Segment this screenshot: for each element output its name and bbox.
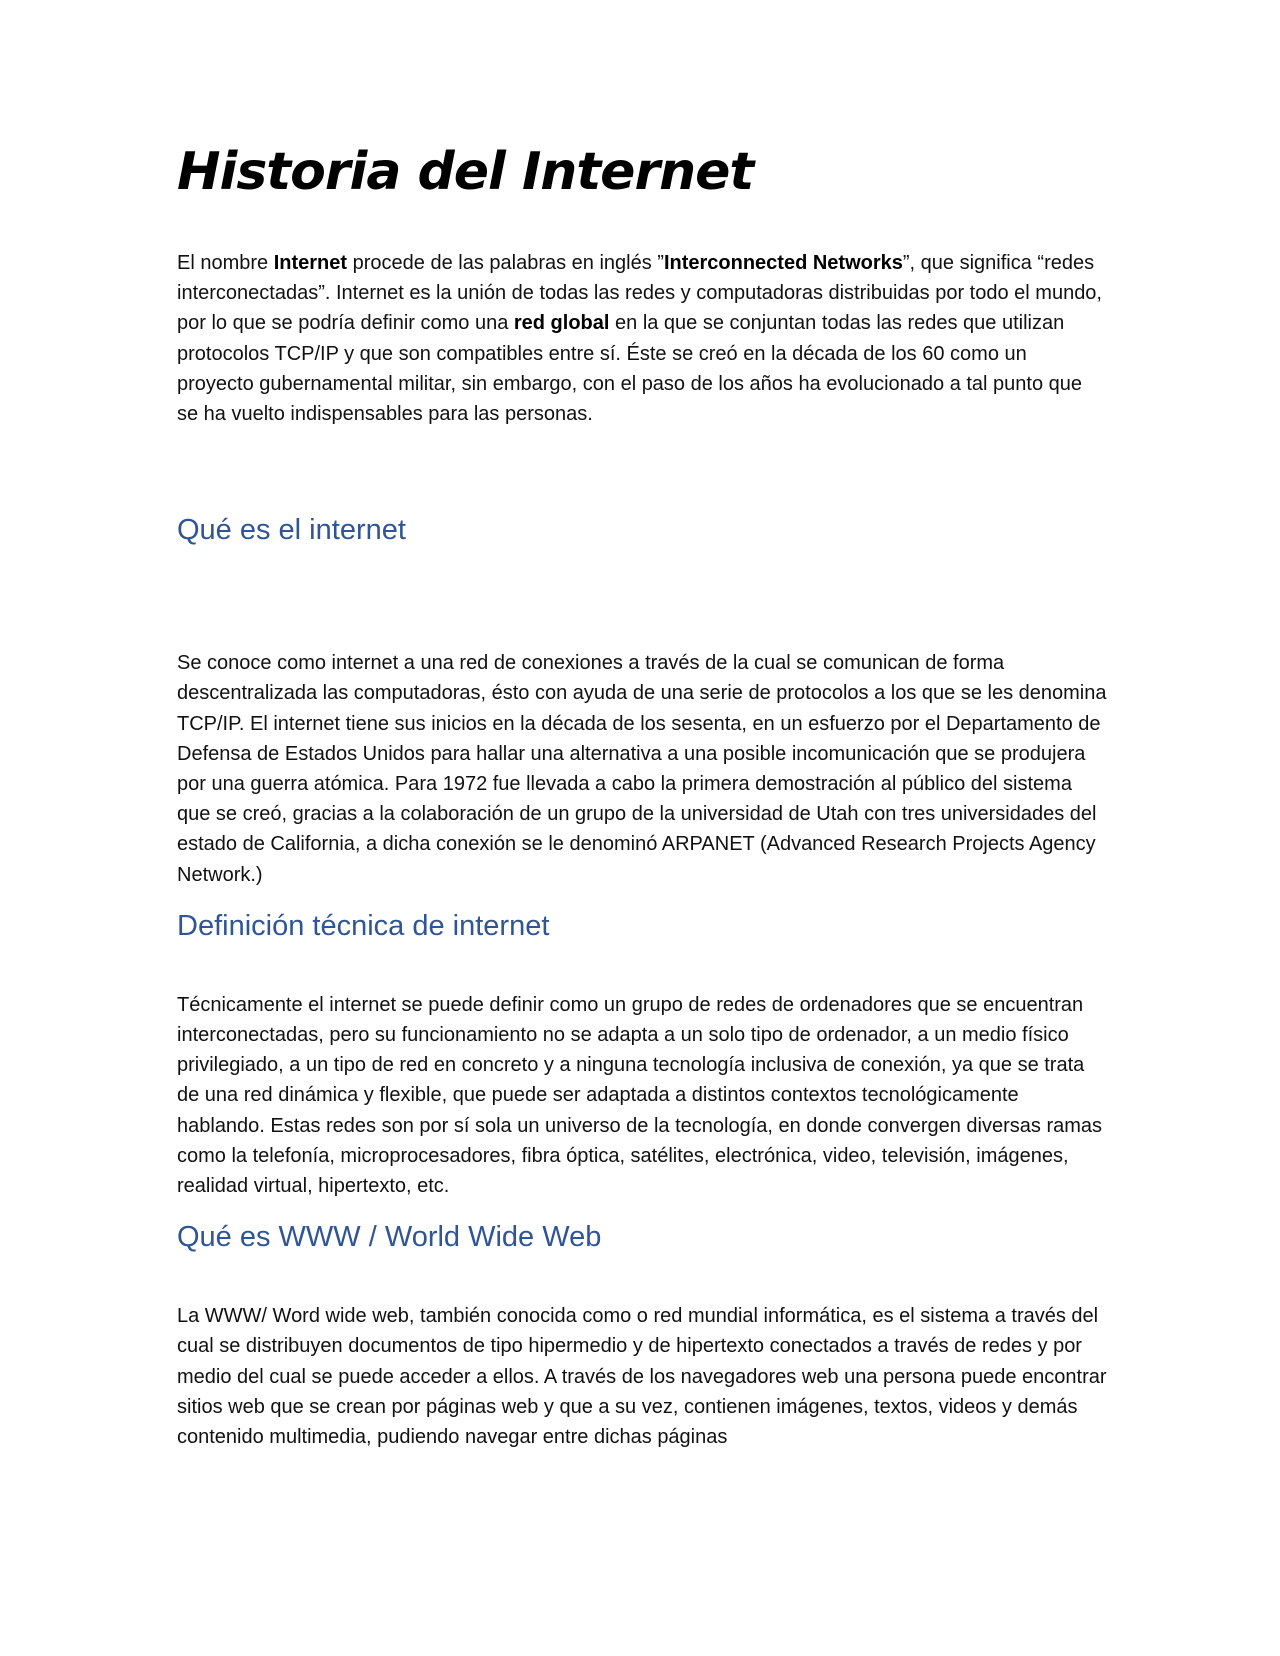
section-heading-www: Qué es WWW / World Wide Web <box>177 1221 602 1254</box>
document-title: Historia del Internet <box>177 142 754 202</box>
intro-bold-internet: Internet <box>273 252 348 274</box>
intro-text-4: en la que se conjuntan todas las redes que utilizan protocolos TCP/IP y que son compatibles entre sí. Éste se creó en la década de los 60 como un proyecto gubernamental militar, sin embargo, con el paso de los años ha evolucionado a tal punto que se ha vuelto indispensables para las personas. <box>177 312 1083 426</box>
intro-text-2: procede de las palabras en inglés ” <box>347 252 664 274</box>
section-paragraph-definicion-tecnica: Técnicamente el internet se puede definir como un grupo de redes de ordenadores que se encuentran interconectadas, pero su funcionamiento no se adapta a un solo tipo de ordenador, a un medio físico privilegiado, a un tipo de red en concreto y a ninguna tecnología inclusiva de conexión, ya que se trata de una red dinámica y flexible, que puede ser adaptada a distintos contextos tecnológicamente hablando. Estas redes son por sí sola un universo de la tecnología, en donde convergen diversas ramas como la telefonía, microprocesadores, fibra óptica, satélites, electrónica, video, televisión, imágenes, realidad virtual, hipertexto, etc. <box>177 993 1103 1198</box>
intro-text-1: El nombre <box>177 252 274 274</box>
intro-bold-interconnected-networks: Interconnected Networks <box>663 252 903 274</box>
section-heading-que-es-internet: Qué es el internet <box>177 514 406 547</box>
section-paragraph-www: La WWW/ Word wide web, también conocida como o red mundial informática, es el sistema a través del cual se distribuyen documentos de tipo hipermedio y de hipertexto conectados a través de redes y por medio del cual se puede acceder a ellos. A través de los navegadores web una persona puede encontrar sitios web que se crean por páginas web y que a su vez, contienen imágenes, textos, videos y demás contenido multimedia, pudiendo navegar entre dichas páginas <box>177 1305 1107 1449</box>
intro-paragraph <box>177 248 1107 429</box>
document-content <box>177 140 1107 1452</box>
intro-bold-red-global: red global <box>513 312 610 335</box>
section-heading-definicion-tecnica: Definición técnica de internet <box>177 909 550 942</box>
intro-text-3: ”, que significa “redes interconectadas”. Internet es la unión de todas las redes y computadoras distribuidas por todo el mundo, por lo que se podría definir como una <box>177 252 1102 335</box>
section-paragraph-que-es-internet: Se conoce como internet a una red de conexiones a través de la cual se comunican de forma descentralizada las computadoras, ésto con ayuda de una serie de protocolos a los que se les denomina TCP/IP. El internet tiene sus inicios en la década de los sesenta, en un esfuerzo por el Departamento de Defensa de Estados Unidos para hallar una alternativa a una posible incomunicación que se produjera por una guerra atómica. Para 1972 fue llevada a cabo la primera demostración al público del sistema que se creó, gracias a la colaboración de un grupo de la universidad de Utah con tres universidades del estado de California, a dicha conexión se le denominó ARPANET (Advanced Research Projects Agency Network.) <box>177 652 1107 886</box>
